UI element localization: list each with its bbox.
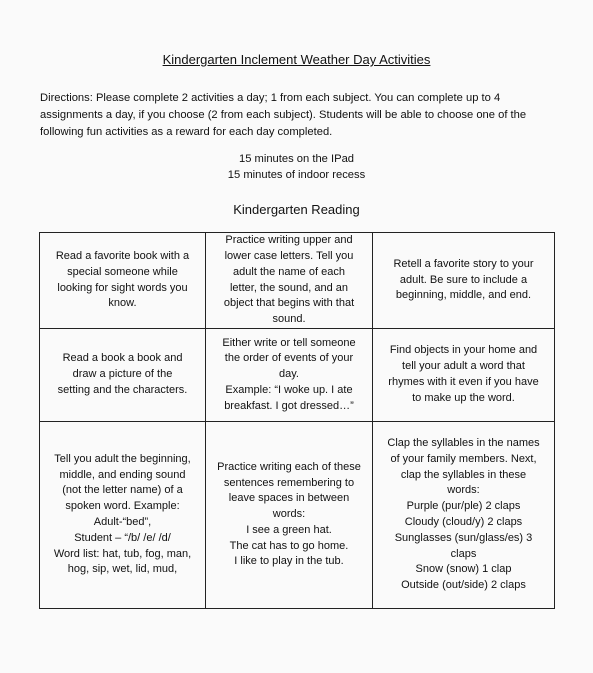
activity-line: adult. Be sure to include a <box>399 273 528 286</box>
activity-line: day. <box>279 368 299 381</box>
reward-item: 15 minutes of indoor recess <box>227 169 366 181</box>
activity-line: Practice writing upper and <box>225 234 353 247</box>
activity-cell <box>373 422 555 609</box>
activity-line: Either write or tell someone <box>222 336 356 349</box>
directions-paragraph: Directions: Please complete 2 activities a day; 1 from each subject. You can complete up to 4 assignments a day, if you choose (2 from each subject). Students will be able to choose one of the following fun activities as a reward for each day completed. <box>40 92 527 138</box>
activity-line: Cloudy (cloud/y) 2 claps <box>404 516 523 528</box>
reward-item: 15 minutes on the IPad <box>238 153 355 165</box>
activity-line: hog, sip, wet, lid, mud, <box>67 563 178 576</box>
activity-line: Example: “I woke up. I ate <box>225 383 353 396</box>
activity-line: Outside (out/side) 2 claps <box>401 579 526 592</box>
activity-grid <box>39 232 555 609</box>
activity-line: sentences remembering to <box>223 476 355 489</box>
activity-line: clap the syllables in these <box>400 468 527 481</box>
activity-line: I like to play in the tub. <box>234 555 344 568</box>
activity-line: the order of events of your <box>224 352 354 365</box>
activity-cell <box>373 233 555 329</box>
activity-line: words: <box>447 484 480 497</box>
activity-line: Retell a favorite story to your <box>393 257 534 270</box>
activity-line: (not the letter name) of a <box>62 484 183 497</box>
activity-line: rhymes with it even if you have <box>388 376 539 388</box>
activity-cell <box>40 233 206 329</box>
activity-line: claps <box>450 547 477 560</box>
activity-cell <box>206 422 373 609</box>
reward-list <box>0 151 593 183</box>
activity-line: Sunglasses (sun/glass/es) 3 <box>394 531 533 544</box>
activity-line: Read a favorite book with a <box>55 249 190 262</box>
activity-line: beginning, middle, and end. <box>395 289 532 302</box>
grid-row <box>40 329 555 422</box>
activity-line: Practice writing each of these <box>217 460 361 473</box>
activity-cell <box>40 329 206 422</box>
activity-line: know. <box>108 297 137 310</box>
activity-line: tell your adult a word that <box>402 360 525 373</box>
activity-line: Find objects in your home and <box>389 344 538 357</box>
activity-line: to make up the word. <box>412 391 515 404</box>
document-title: Kindergarten Inclement Weather Day Activities <box>162 52 431 67</box>
activity-line: middle, and ending sound <box>59 468 186 481</box>
activity-line: lower case letters. Tell you <box>224 249 354 262</box>
activity-line: object that begins with that <box>223 297 355 310</box>
activity-line: looking for sight words you <box>57 281 188 294</box>
activity-line: special someone while <box>67 265 178 278</box>
activity-cell <box>40 422 206 609</box>
activity-line: I see a green hat. <box>246 523 332 536</box>
activity-line: adult the name of each <box>233 265 345 278</box>
activity-line: setting and the characters. <box>57 383 188 396</box>
activity-line: letter, the sound, and an <box>229 281 349 294</box>
activity-line: Snow (snow) 1 clap <box>415 563 512 576</box>
activity-line: Word list: hat, tub, fog, man, <box>53 547 192 560</box>
activity-line: sound. <box>272 313 306 326</box>
activity-line: breakfast. I got dressed…” <box>224 399 354 412</box>
activity-cell <box>206 233 373 329</box>
activity-line: leave spaces in between <box>228 492 350 505</box>
activity-line: words: <box>272 508 306 521</box>
activity-line: The cat has to go home. <box>229 539 349 552</box>
subject-heading: Kindergarten Reading <box>233 202 360 217</box>
activity-line: spoken word. Example: <box>65 500 180 513</box>
activity-line: Clap the syllables in the names <box>387 437 540 450</box>
grid-row <box>40 422 555 609</box>
activity-line: Purple (pur/ple) 2 claps <box>406 500 521 513</box>
grid-row <box>40 233 555 329</box>
activity-line: draw a picture of the <box>72 368 173 381</box>
activity-cell <box>206 329 373 422</box>
activity-line: Student – “/b/ /e/ /d/ <box>74 531 171 544</box>
activity-cell <box>373 329 555 422</box>
activity-line: of your family members. Next, <box>390 452 537 465</box>
activity-line: Adult-“bed”, <box>93 516 152 528</box>
activity-line: Read a book a book and <box>62 352 183 365</box>
activity-line: Tell you adult the beginning, <box>54 452 191 465</box>
